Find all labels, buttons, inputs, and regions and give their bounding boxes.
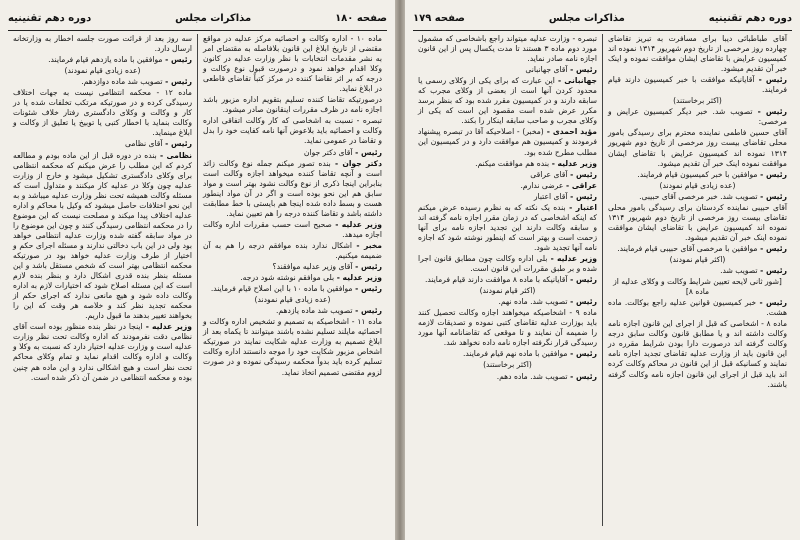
paragraph [13,322,192,382]
paragraph-text: ماده ۸ - اشخاصی که قبل از اجرای این قانون اجازه نامه وکالت داشته اند و یا مطابق قانون وکالت سابق درجه وکالت گرفته اند درصورت دارا بودن شرایط مقرره در این قانون باید از وزارت عدلیه تقاضای تجدید اجازه نامه نمایند و کسانیکه قبل از این قانون در محاکم وکالت کرده اند باید قبل از اجرای این قانون اجازه نامه وکالت گرفته باشند. [608,319,788,389]
paragraph-text: صحیح است حسب مقررات اداره وکالت اجازه میدهد. [203,219,382,239]
right-page [405,0,800,540]
paragraph [203,306,382,316]
paragraph [608,192,787,202]
paragraph-text: تصویب شد ماده یازدهم. [276,306,353,316]
paragraph-text: تصویب شد. خبر دیگر کمیسیون عرایض و مرخصی: [608,107,787,127]
speaker-label: دکتر جوان - [330,158,382,168]
paragraph-text: تصویب شد. [720,266,758,276]
paragraph-text: آقای دکتر جوان [303,147,353,157]
paragraph-text: موافقین با خبر کمیسیون قیام فرمایند. [637,169,758,179]
book-gutter [395,0,405,540]
paragraph-text: آقای نظامی [125,139,163,149]
paragraph [203,241,382,261]
speaker-label: رئیس - [162,55,192,65]
paragraph-text: تصویب شد ماده دوازدهم. [81,77,163,87]
left-page-session: دوره دهم تقنینیه [8,12,92,24]
paragraph [13,55,192,65]
left-page [0,0,395,540]
paragraph [608,203,787,243]
paragraph-text: بنده هم موافقت میکنم. [475,158,550,168]
speaker-label: عراقی - [563,180,597,190]
speaker-label: وزیر عدلیه - [547,253,597,263]
paragraph [418,372,597,382]
speaker-label: رئیس - [567,297,597,307]
paragraph-text: تبصره - وزارت عدلیه میتواند راجع باشخاصی که مشمول مورد دوم ماده ۳ هستند تا مدت یکسال پس از این قانون اجازه نامه صادر نماید. [418,34,597,64]
paragraph-text: بلی موافقم نوشته شود درجه. [240,273,335,283]
paragraph [418,275,597,285]
paragraph-text: آقایانیکه موافقت با خبر کمیسیون دارند قیام فرمایند. [608,75,787,95]
speaker-label: رئیس - [756,298,788,308]
paragraph-text: (اکثر قیام نمودند) [669,254,726,264]
speaker-label: رئیس - [752,107,787,117]
paragraph-text: بنده در دوره قبل از این ماده بودم و مطالعه کردم که این مطلب را عرض میکنم که محکمه انتظامی برای وکلای دادگستری تشکیل میشود و خارج از وزارت عدلیه چون وکلا در عدلیه کار میکنند و متداول است که مسئله وکالت همیشه تحت نظر وزارت عدلیه میباشد و به این نحو اختلافات حاصل میشود که وکیل با محاکم و اداره عدلیه اختلاف پیدا میکند و مصلحت نیست که این موضوع را در محکمه انتظامی رسیدگی کنند و چون این موضوع را در مواد سابقه گفته شده وزارت عدلیه انتظامی خواهد بود ولی در این باب دخالتی ندارند و مسئله اجرای حکم و اختیار از طرف وزارت عدلیه خواهد بود در صورتیکه محکمه انتظامی بهتر است که شخص مستقل باشد و این مسئله بنظر بنده قدری اشکال دارد و بنظر بنده لازم است که این مسئله اصلاح شود که اختیارات لازم به اداره وکالت داده شود و هیچ مانعی ندارد که اجرای حکم از محکمه تجدید نظر کند و خلاصه هر وقت که این را بخواهند تغییر بدهند ما قبول داریم. [12,150,192,321]
right-page-columns [413,34,792,526]
paragraph [608,107,787,127]
paragraph-text: عرضی ندارم. [520,180,564,190]
paragraph-text: سه روز بعد از قرائت صورت جلسه اخطار به وزارتخانه ارسال دارد. [13,34,192,54]
right-page-title: مذاکرات مجلس [548,12,625,24]
paragraph [418,181,597,191]
paragraph-text: (اکثر قیام نمودند) [479,286,536,296]
paragraph [608,170,787,180]
paragraph [418,127,597,157]
paragraph [13,66,192,76]
speaker-label: رئیس - [567,371,597,381]
right-page-session: دوره دهم تقنینیه [708,12,792,24]
paragraph [203,159,382,219]
speaker-label: رئیس - [352,284,382,294]
paragraph-text: موافقین با ماده ۱۰ با این اصلاح قیام فرمایند. [210,284,353,294]
paragraph [203,34,382,94]
paragraph [13,77,192,87]
paragraph [418,254,597,274]
speaker-label: وزیر عدلیه - [334,273,382,283]
speaker-label: رئیس - [757,191,787,201]
paragraph-text: بنده یک نکته که به نظرم رسیده عرض میکنم که اینکه اشخاصی که در زمان مقرر اجازه نامه گرفته اند و سابقه وکالت دارند این تجدید اجازه نامه برای آنها زحمت است و بهتر است که اینطور نوشته شود که اجازه نامه آنها تجدید شود. [418,202,597,252]
paragraph-text: آقای وزیر عدلیه موافقند؟ [272,262,353,272]
paragraph-text: ماده ۹ - اشخاصیکه میخواهند اجازه وکالت تحصیل کنند باید بوزارت عدلیه تقاضای کتبی نموده و تصدیقات لازمه را ضمیمه آن نمایند و تا موقعی که تقاضانامه آنها مورد رسیدگی قرار نگرفته اجازه نامه داده نخواهد شد. [418,308,597,348]
paragraph-text: موافقین با مرخصی آقای حبیبی قیام فرمایند. [617,243,758,253]
paragraph [418,297,597,307]
paragraph [418,34,597,64]
paragraph-text: این عبارت که برای یکی از وکلای رسمی یا محدود کردن آنها است از بعضی از وکلای مجرب که سابقه دارند و در کمیسیون مقرر شده بود که بنظر برسد مکرر عرض شده است مقصود این است که یکی از وکلای مجرب و صاحب سابقه اینکار را بکند. [418,76,597,126]
speaker-label: اعتبار - [565,202,598,212]
paragraph [13,139,192,149]
paragraph-text: تصویب شد. ماده دهم. [496,371,568,381]
paragraph [203,148,382,158]
speaker-label: وزیر عدلیه - [549,158,597,168]
paragraph [418,192,597,202]
paragraph [13,88,192,138]
paragraph [418,286,597,296]
paragraph-text: ماده ۱۱ - اشخاصیکه به تصمیم و تشخیص اداره وکالت و احصائیه مایلند تسلیم نشده باشند میتوانند تا یکماه بعد از ابلاغ تصمیم به وزارت عدلیه شکایت نمایند در صورتیکه اشخاص مزبور شکایت خود را موجه دانستند اداره وکالت تسلیم کرده باید بدواً محکمه رسیدگی نموده و در صورت لزوم مقتضی تصمیم اتخاذ نماید. [203,317,383,377]
speaker-label: رئیس - [757,243,787,253]
paragraph [203,95,382,115]
left-page-title: مذاکرات مجلس [175,12,252,24]
paragraph-text: تصویب شد. ماده نهم. [498,297,568,307]
speaker-label: رئیس - [567,169,597,179]
paragraph-text: آقای حسین فاطمی نماینده محترم برای رسیدگی بامور محلی تقاضای بیست روز مرخصی از تاریخ دوم شهریور ۱۳۱۴ نموده اند کمیسیون عرایض با تقاضای ایشان موافقت نموده اینک خبر آن تقدیم میشود. [608,128,787,168]
speaker-label: رئیس - [352,262,382,272]
paragraph-text: بنده تصور میکنم جمله نوع وکالت زائد است و آنچه تقاضا کننده میخواهد اجازه وکالت است بنابراین اینجا ذکری از نوع وکالت نشود بهتر است و مواد سابق هم این نحو بوده است و اگر در آن مواد اینطور هست و بسط داده شده اینجا هم بایستی با خط مطابقت داشته باشد و تقاضا کننده درجه را هم تعیین نماید. [203,158,382,218]
paragraph-text: خبر کمیسیون قوانین عدلیه راجع بوکالت. ماده هشت. [608,298,787,318]
paragraph-text: (اکثر برخاستند) [673,96,722,106]
speaker-label: نظامی - [156,150,192,160]
paragraph-text: آقای حبیبی نماینده کردستان برای رسیدگی بامور محلی تقاضای بیست روز مرخصی از تاریخ دوم شهریور ۱۳۱۴ نموده اند کمیسیون عرایض با تقاضای ایشان موافقت نموده اینک خبر آن تقدیم میشود. [608,202,787,242]
paragraph [608,75,787,95]
left-page-number: صفحه ۱۸۰ [335,12,387,24]
right-page-header [413,8,792,31]
speaker-label: رئیس - [162,139,192,149]
speaker-label: مؤید احمدی - [543,127,598,137]
paragraph [608,266,787,276]
speaker-label: رئیس - [757,266,787,276]
paragraph [203,220,382,240]
speaker-label: رئیس - [567,349,597,359]
paragraph [608,255,787,265]
paragraph [418,170,597,180]
paragraph-text: (مخبر) - اصلاحیکه آقا در تبصره پیشنهاد فرمودند و کمیسیون هم موافقت دارد و در کمیسیون این مطلب مطرح شده بود. [418,127,597,157]
paragraph [418,65,597,75]
speaker-label: رئیس - [567,275,597,285]
paragraph [203,295,382,305]
paragraph [203,262,382,272]
paragraph-text: (عده زیادی قیام نمودند) [64,66,141,76]
paragraph-text: آقای عراقی [530,169,568,179]
left-page-left-column [8,34,197,526]
paragraph [418,76,597,126]
left-page-right-column [198,34,387,526]
paragraph-text: آقای جهانبانی [525,65,568,75]
paragraph [608,96,787,106]
paragraph-text: تصویب شد. خبر مرخصی آقای حبیبی. [639,191,758,201]
paragraph [418,349,597,359]
paragraph-text: اینجا در نظر بنده منظور بوده است آقای نظامی دقت نفرمودند که اداره وکالت تحت نظر وزارت عدلیه است و وزارت عدلیه اختیار دارد که نسبت به وکلا و وکالت و اداره وکالت اقدام نماید و تمام وکلای محاکم تحت نظر است و هیچ اشکالی ندارد و این ماده هم چنین بوده و محکمه انتظامی در ضمن آن ذکر شده است. [13,322,192,382]
paragraph-text: آقایانیکه با ماده ۸ موافقت دارند قیام فرمایند. [424,275,568,285]
paragraph [608,34,787,74]
paragraph [608,181,787,191]
speaker-label: رئیس - [567,191,597,201]
paragraph [203,273,382,283]
speaker-label: رئیس - [162,77,192,87]
speaker-label: رئیس - [567,65,597,75]
speaker-label: جهانبانی - [554,76,597,86]
paragraph [418,308,597,348]
paragraph-text: (عده زیادی قیام نمودند) [659,180,736,190]
paragraph [418,159,597,169]
right-page-left-column [413,34,602,526]
paragraph-text: آقای اعتبار [533,191,568,201]
paragraph [13,34,192,54]
paragraph [203,284,382,294]
paragraph-text: [شور ثانی لایحه تعیین شرایط وکالت و وکلای عدلیه از ماده ۸] [613,277,782,297]
paragraph [608,277,787,297]
paragraph-text: آقای طباطبائی دیبا برای مسافرت به تبریز تقاضای چهارده روز مرخصی از تاریخ دوم شهریور ۱۳۱۴ نموده اند کمیسیون عرایض با تقاضای ایشان موافقت نموده و اینک خبر آن تقدیم میشود. [608,34,787,74]
speaker-label: وزیر عدلیه - [331,219,382,229]
paragraph-text: اشکال ندارد بنده موافقم درجه را هم به آن ضمیمه میکنیم. [203,240,382,260]
right-page-right-column [603,34,792,526]
paragraph-text: موافقین با ماده نهم قیام فرمایند. [463,349,568,359]
speaker-label: رئیس - [757,169,787,179]
paragraph-text: درصورتیکه تقاضا کننده تسلیم بتقویم اداره مزبور باشد اجازه نامه در ظرف مقررات اینقانون صادر میشود. [203,95,382,115]
paragraph-text: (اکثر برخاستند) [483,360,532,370]
paragraph-text: ماده ۱۲ - محکمه انتظامی نیست به جهات اختلاف رسیدگی کرده و در صورتیکه مرتکب تخلفات شده یا در کار و وکالت و وکلای دادگستری رفتار خلاف شئونات وکالت بنماید با اخطار کتبی یا توبیخ یا تعلیق از وکالت و ابلاغ مینماید. [13,88,192,138]
paragraph [608,319,787,389]
paragraph-text: موافقین با ماده یازدهم قیام فرمایند. [48,55,163,65]
speaker-label: مخبر - [351,240,382,250]
paragraph [13,151,192,322]
speaker-label: رئیس - [754,75,787,85]
speaker-label: رئیس - [352,147,382,157]
paragraph [608,244,787,254]
paragraph-text: (عده زیادی قیام نمودند) [254,295,331,305]
paragraph-text: ماده ۱۰ - اداره وکالت و احصائیه مرکز عدلیه در مواقع مقتضی از تاریخ ابلاغ این قانون بلافاصله به مقتضای امر به نشر مقدمات انتخابات با نظر وزارت عدلیه در کانون وکلا اقدام خواهد نمود و درصورت قبول نوع وکالت و درجه که بر اثر تقاضا کننده در مرکز کتباً تقاضای قاطعی در ابلاغ نماید. [203,34,382,94]
paragraph [203,317,382,377]
left-page-columns [8,34,387,526]
paragraph [418,203,597,253]
paragraph-text: بلی اداره وکالت چون مطابق قانون اجرا شده و بر طبق مقررات این قانون است. [418,253,597,274]
paragraph [608,128,787,168]
paragraph [203,116,382,146]
left-page-header [8,8,387,31]
right-page-number: صفحه ۱۷۹ [413,12,465,24]
speaker-label: رئیس - [352,306,382,316]
paragraph [418,360,597,370]
paragraph [608,298,787,318]
speaker-label: وزیر عدلیه - [142,322,192,332]
paragraph-text: تبصره - نسبت به اشخاصی که کار وکالت اتفاقی اداره وکالت و احصائیه باید بلاعوض آنها نامه کفایت خود را بدل و تقاضا در عمومی نماید. [203,116,382,146]
